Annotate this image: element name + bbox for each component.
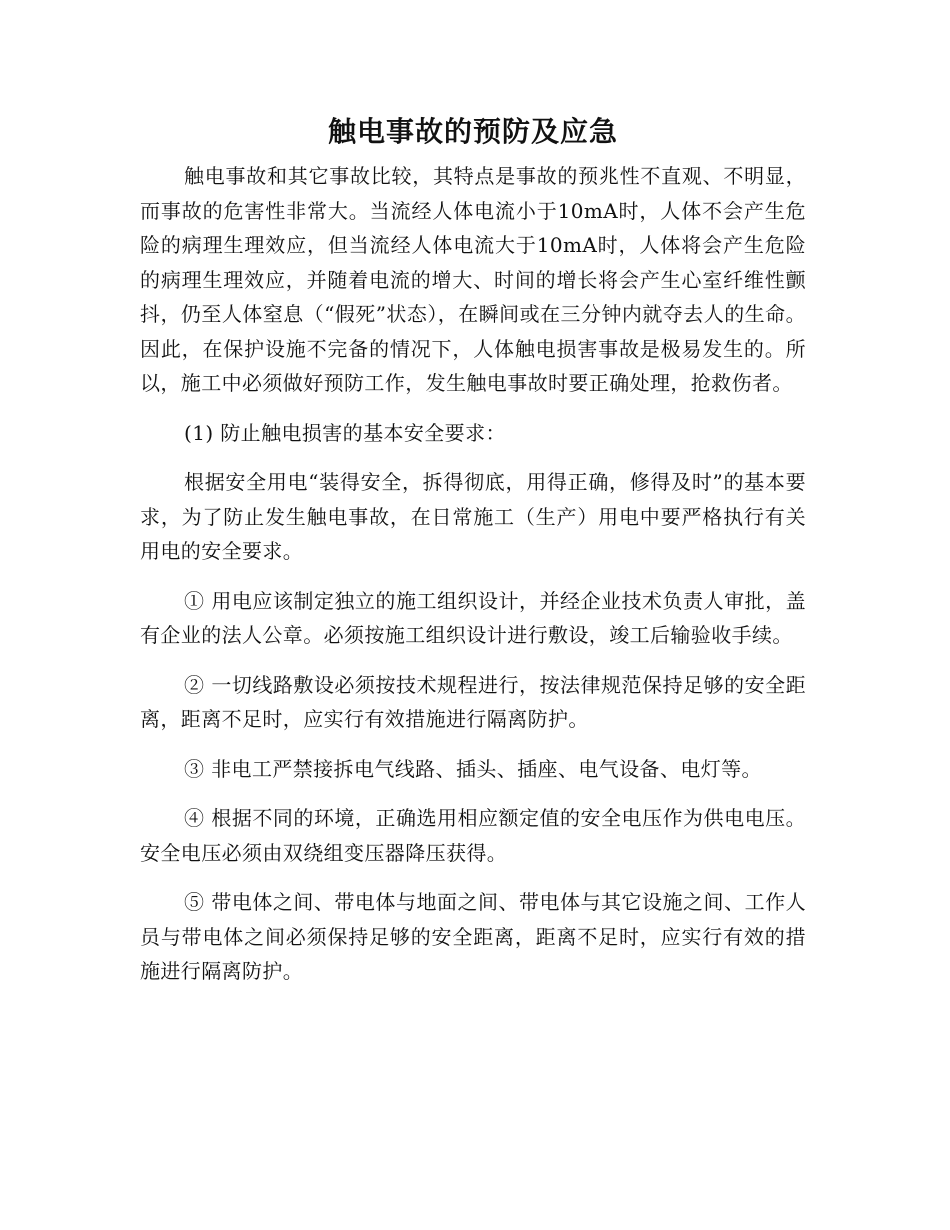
requirement-item-2: ② 一切线路敷设必须按技术规程进行，按法律规范保持足够的安全距离，距离不足时，应实行有效措施进行隔离防护。 bbox=[140, 672, 806, 731]
requirement-item-1: ① 用电应该制定独立的施工组织设计，并经企业技术负责人审批，盖有企业的法人公章。必须按施工组织设计进行敷设，竣工后输验收手续。 bbox=[140, 588, 806, 647]
document-title: 触电事故的预防及应急 bbox=[327, 115, 618, 148]
document-page bbox=[140, 108, 806, 1004]
section-heading: (1) 防止触电损害的基本安全要求： bbox=[184, 420, 506, 445]
requirements-paragraph: 根据安全用电“装得安全，拆得彻底，用得正确，修得及时”的基本要求，为了防止发生触电事故，在日常施工（生产）用电中要严格执行有关用电的安全要求。 bbox=[140, 470, 806, 563]
requirement-item-5: ⑤ 带电体之间、带电体与地面之间、带电体与其它设施之间、工作人员与带电体之间必须保持足够的安全距离，距离不足时，应实行有效的措施进行隔离防护。 bbox=[140, 890, 806, 983]
requirement-item-4: ④ 根据不同的环境，正确选用相应额定值的安全电压作为供电电压。安全电压必须由双绕组变压器降压获得。 bbox=[140, 806, 806, 865]
requirement-item-3: ③ 非电工严禁接拆电气线路、插头、插座、电气设备、电灯等。 bbox=[184, 756, 762, 781]
intro-paragraph: 触电事故和其它事故比较，其特点是事故的预兆性不直观、不明显，而事故的危害性非常大。当流经人体电流小于10mA时，人体不会产生危险的病理生理效应，但当流经人体电流大于10mA时，人体将会产生危险的病理生理效应，并随着电流的增大、时间的增长将会产生心室纤维性颤抖，仍至人体窒息（“假死”状态），在瞬间或在三分钟内就夺去人的生命。因此，在保护设施不完备的情况下，人体触电损害事故是极易发生的。所以，施工中必须做好预防工作，发生触电事故时要正确处理，抢救伤者。 bbox=[140, 164, 806, 395]
